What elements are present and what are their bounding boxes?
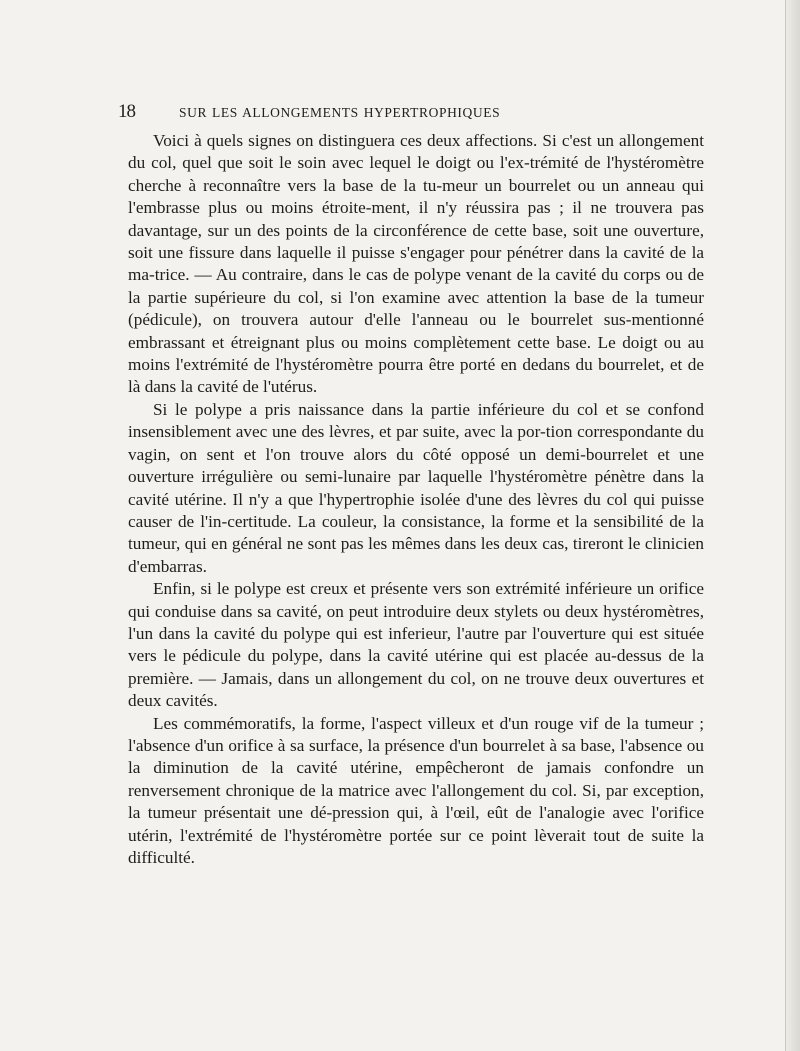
page-edge	[785, 0, 800, 1051]
running-title: SUR LES ALLONGEMENTS HYPERTROPHIQUES	[179, 105, 501, 120]
page-number: 18	[118, 101, 135, 122]
paragraph-4: Les commémoratifs, la forme, l'aspect villeux et d'un rouge vif de la tumeur ; l'absence d'un orifice à sa surface, la présence d'un bourrelet à sa base, l'absence ou la diminution de la cavité utérine, empêcheront de jamais confondre un renversement chronique de la matrice avec l'allongement du col. Si, par exception, la tumeur présentait une dé-pression qui, à l'œil, eût de l'analogie avec l'orifice utérin, l'extrémité de l'hystéromètre portée sur ce point lèverait tout de suite la difficulté.	[128, 713, 704, 867]
paragraph-1: Voici à quels signes on distinguera ces deux affections. Si c'est un allongement du col, quel que soit le soin avec lequel le doigt ou l'ex-trémité de l'hystéromètre cherche à reconnaître vers la base de la tu-meur un bourrelet ou un anneau qui l'embrasse plus ou moins étroite-ment, il n'y réussira pas ; il ne trouvera pas davantage, sur un des points de la circonférence de cette base, soit une ouverture, soit une fissure dans laquelle il puisse s'engager pour pénétrer dans la cavité de la ma-trice. — Au contraire, dans le cas de polype venant de la cavité du corps ou de la partie supérieure du col, si l'on examine avec attention la base de la tumeur (pédicule), on trouvera autour d'elle l'anneau ou le bourrelet sus-mentionné embrassant et étreignant plus ou moins complètement cette base. Le doigt ou au moins l'extrémité de l'hystéromètre pourra être porté en dedans du bourrelet, et de là dans la cavité de l'utérus.	[128, 131, 704, 397]
body-text	[128, 130, 704, 869]
paragraph-3: Enfin, si le polype est creux et présente vers son extrémité inférieure un orifice qui conduise dans sa cavité, on peut introduire deux stylets ou deux hystéromètres, l'un dans la cavité du polype qui est inferieur, l'autre par l'ouverture qui est située vers le pédicule du polype, dans la cavité utérine qui est placée au-dessus de la première. — Jamais, dans un allongement du col, on ne trouve deux ouvertures et deux cavités.	[128, 579, 704, 711]
paragraph-2: Si le polype a pris naissance dans la partie inférieure du col et se confond insensiblement avec une des lèvres, et par suite, avec la por-tion correspondante du vagin, on sent et l'on trouve alors du côté opposé un demi-bourrelet et une ouverture irrégulière ou semi-lunaire par laquelle l'hystéromètre pénètre dans la cavité utérine. Il n'y a que l'hypertrophie isolée d'une des lèvres du col qui puisse causer de l'in-certitude. La couleur, la consistance, la forme et la sensibilité de la tumeur, qui en général ne sont pas les mêmes dans les deux cas, tireront le clinicien d'embarras.	[128, 399, 704, 576]
page-header	[118, 101, 694, 125]
